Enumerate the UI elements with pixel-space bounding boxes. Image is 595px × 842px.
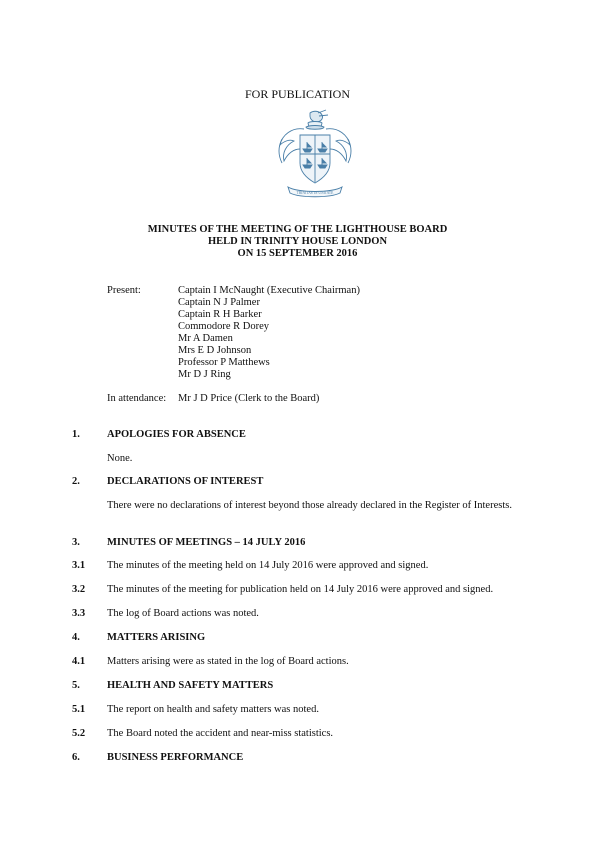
section-number: 2. (72, 476, 80, 487)
present-member: Mr D J Ring (178, 369, 231, 380)
section-heading-health-safety: HEALTH AND SAFETY MATTERS (107, 680, 274, 691)
section-text: The log of Board actions was noted. (107, 608, 259, 619)
attendance-value: Mr J D Price (Clerk to the Board) (178, 393, 320, 404)
subsection-number: 3.1 (72, 560, 86, 571)
subsection-number: 4.1 (72, 656, 86, 667)
present-member: Professor P Matthews (178, 357, 270, 368)
present-members-list (178, 285, 360, 381)
title-line-2: HELD IN TRINITY HOUSE LONDON (207, 236, 388, 247)
present-label: Present: (107, 285, 141, 296)
section-text: The report on health and safety matters was noted. (107, 704, 319, 715)
minutes-title (0, 224, 595, 260)
section-heading-matters-arising: MATTERS ARISING (107, 632, 206, 643)
section-text: None. (107, 453, 133, 464)
section-text: The minutes of the meeting held on 14 July 2016 were approved and signed. (107, 560, 429, 571)
title-line-3: ON 15 SEPTEMBER 2016 (237, 248, 358, 259)
present-member: Captain I McNaught (Executive Chairman) (178, 285, 360, 296)
present-member: Mrs E D Johnson (178, 345, 252, 356)
trinity-house-crest-icon (274, 109, 356, 201)
present-member: Mr A Damen (178, 333, 233, 344)
section-number: 5. (72, 680, 80, 691)
section-text: The Board noted the accident and near-miss statistics. (107, 728, 334, 739)
subsection-number: 3.2 (72, 584, 86, 595)
present-member: Captain N J Palmer (178, 297, 260, 308)
attendance-label: In attendance: (107, 393, 167, 404)
present-member: Captain R H Barker (178, 309, 262, 320)
subsection-number: 5.2 (72, 728, 86, 739)
section-number: 4. (72, 632, 80, 643)
section-text: Matters arising were as stated in the log of Board actions. (107, 656, 349, 667)
publication-heading: FOR PUBLICATION (244, 87, 350, 101)
crest-motto: TRINITAS IN UNITATE (296, 191, 334, 195)
section-heading-business-performance: BUSINESS PERFORMANCE (107, 752, 244, 763)
section-number: 3. (72, 537, 80, 548)
section-heading-minutes: MINUTES OF MEETINGS – 14 JULY 2016 (107, 537, 306, 548)
section-number: 1. (72, 429, 80, 440)
section-text: The minutes of the meeting for publication held on 14 July 2016 were approved and signed. (107, 584, 494, 595)
section-heading-declarations: DECLARATIONS OF INTEREST (107, 476, 264, 487)
section-text: There were no declarations of interest beyond those already declared in the Register of Interests. (107, 500, 512, 511)
subsection-number: 3.3 (72, 608, 86, 619)
title-line-1: MINUTES OF THE MEETING OF THE LIGHTHOUSE BOARD (147, 224, 448, 235)
section-number: 6. (72, 752, 80, 763)
subsection-number: 5.1 (72, 704, 86, 715)
section-heading-apologies: APOLOGIES FOR ABSENCE (107, 429, 246, 440)
present-member: Commodore R Dorey (178, 321, 269, 332)
